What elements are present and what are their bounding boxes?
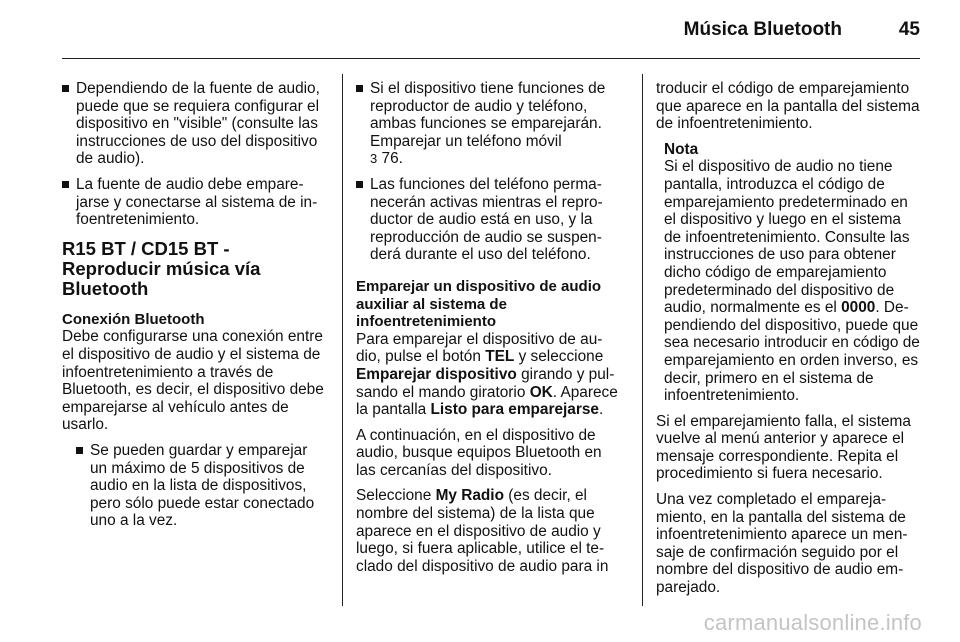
- text: girando y pulsando el mando giratorio: [356, 365, 615, 401]
- bullet-item: Dependiendo de la fuente de audio, puede que se requiera configurar el dispositivo en "visible" (consulte las instrucciones de uso del dispositivo de audio).: [62, 80, 325, 168]
- default-pairing-code: 0000: [841, 299, 876, 317]
- text: Seleccione: [356, 487, 436, 505]
- page-ref-link[interactable]: 76.: [377, 150, 403, 168]
- text: y seleccione: [514, 348, 604, 366]
- tel-button-label: TEL: [485, 348, 515, 366]
- column-divider-right: [642, 74, 643, 606]
- paragraph: A continuación, en el dispositivo de audio, busque equipos Bluetooth en las cercanías del dispositivo.: [356, 426, 602, 479]
- bullet-item: Las funciones del teléfono permanecerán activas mientras el reproductor de audio está en uso, y la reproducción de audio se suspenderá durante el uso del teléfono.: [356, 176, 618, 264]
- header-title: Música Bluetooth: [683, 19, 842, 40]
- paragraph: Si el emparejamiento falla, el sistema vuelve al menú anterior y aparece el mensaje correspondiente. Repita el procedimiento si fuera necesario.: [656, 412, 911, 483]
- page-number: 45: [898, 19, 920, 40]
- bullet-item: [356, 80, 618, 168]
- text: .: [598, 401, 604, 419]
- page-ref-arrow-icon: 3: [370, 151, 378, 167]
- column-1: [62, 80, 325, 538]
- section-heading: R15 BT / CD15 BT - Reproducir música vía Bluetooth: [62, 237, 261, 299]
- bullet-item: La fuente de audio debe emparejarse y conectarse al sistema de infoentretenimiento.: [62, 176, 325, 229]
- subheading: Conexión Bluetooth: [62, 310, 205, 328]
- note-text: . Dependiendo del dispositivo, puede que sea necesario introducir en código de emparejamiento en orden inverso, es decir, primero en el sistema de infoentretenimiento.: [664, 299, 920, 405]
- note-block: [656, 141, 920, 405]
- text: . Aparece la pantalla: [356, 383, 618, 419]
- column-divider-left: [342, 74, 343, 606]
- header-rule: [62, 58, 920, 59]
- ok-knob-label: OK: [529, 383, 553, 401]
- my-radio-label: My Radio: [435, 487, 504, 505]
- bullet-item: Se pueden guardar y emparejar un máximo de 5 dispositivos de audio en la lista de dispositivos, pero sólo puede estar conectado uno a la vez.: [76, 442, 325, 530]
- pair-device-menu-label: Emparejar dispositivo: [356, 365, 517, 383]
- subheading: Emparejar un dispositivo de audio auxiliar al sistema de infoentretenimiento: [356, 277, 602, 331]
- column-3: [656, 80, 920, 605]
- column-2: [356, 80, 618, 583]
- paragraph: Debe configurarse una conexión entre el dispositivo de audio y el sistema de infoentretenimiento a través de Bluetooth, es decir, el dispositivo debe emparejarse al vehículo antes de usarlo.: [62, 328, 324, 434]
- paragraph: troducir el código de emparejamiento que aparece en la pantalla del sistema de infoentretenimiento.: [656, 80, 920, 133]
- paragraph: [356, 331, 618, 419]
- watermark: carmanualsonline.info: [703, 610, 922, 635]
- note-title: Nota: [664, 140, 699, 158]
- text: (es decir, el nombre del sistema) de la lista que aparece en el dispositivo de audio y luego, si fuera aplicable, utilice el teclado del dispositivo de audio para in: [356, 487, 609, 575]
- paragraph: Una vez completado el emparejamiento, en la pantalla del sistema de infoentretenimiento aparece un mensaje de confirmación seguido por el nombre del dispositivo de audio emparejado.: [656, 491, 908, 597]
- ready-to-pair-screen-label: Listo para emparejarse: [430, 401, 599, 419]
- paragraph: [356, 487, 618, 575]
- bullet-text: Si el dispositivo tiene funciones de reproductor de audio y teléfono, ambas funciones se emparejarán. Emparejar un teléfono móvil: [370, 80, 606, 150]
- text: Para emparejar el dispositivo de audio, pulse el botón: [356, 330, 603, 366]
- note-text: Si el dispositivo de audio no tiene pantalla, introduzca el código de emparejamiento predeterminado en el dispositivo y luego en el sistema de infoentretenimiento. Consulte las instrucciones de uso para obtener dicho código de emparejamiento predeterminado del dispositivo de audio, normalmente es el: [664, 158, 910, 317]
